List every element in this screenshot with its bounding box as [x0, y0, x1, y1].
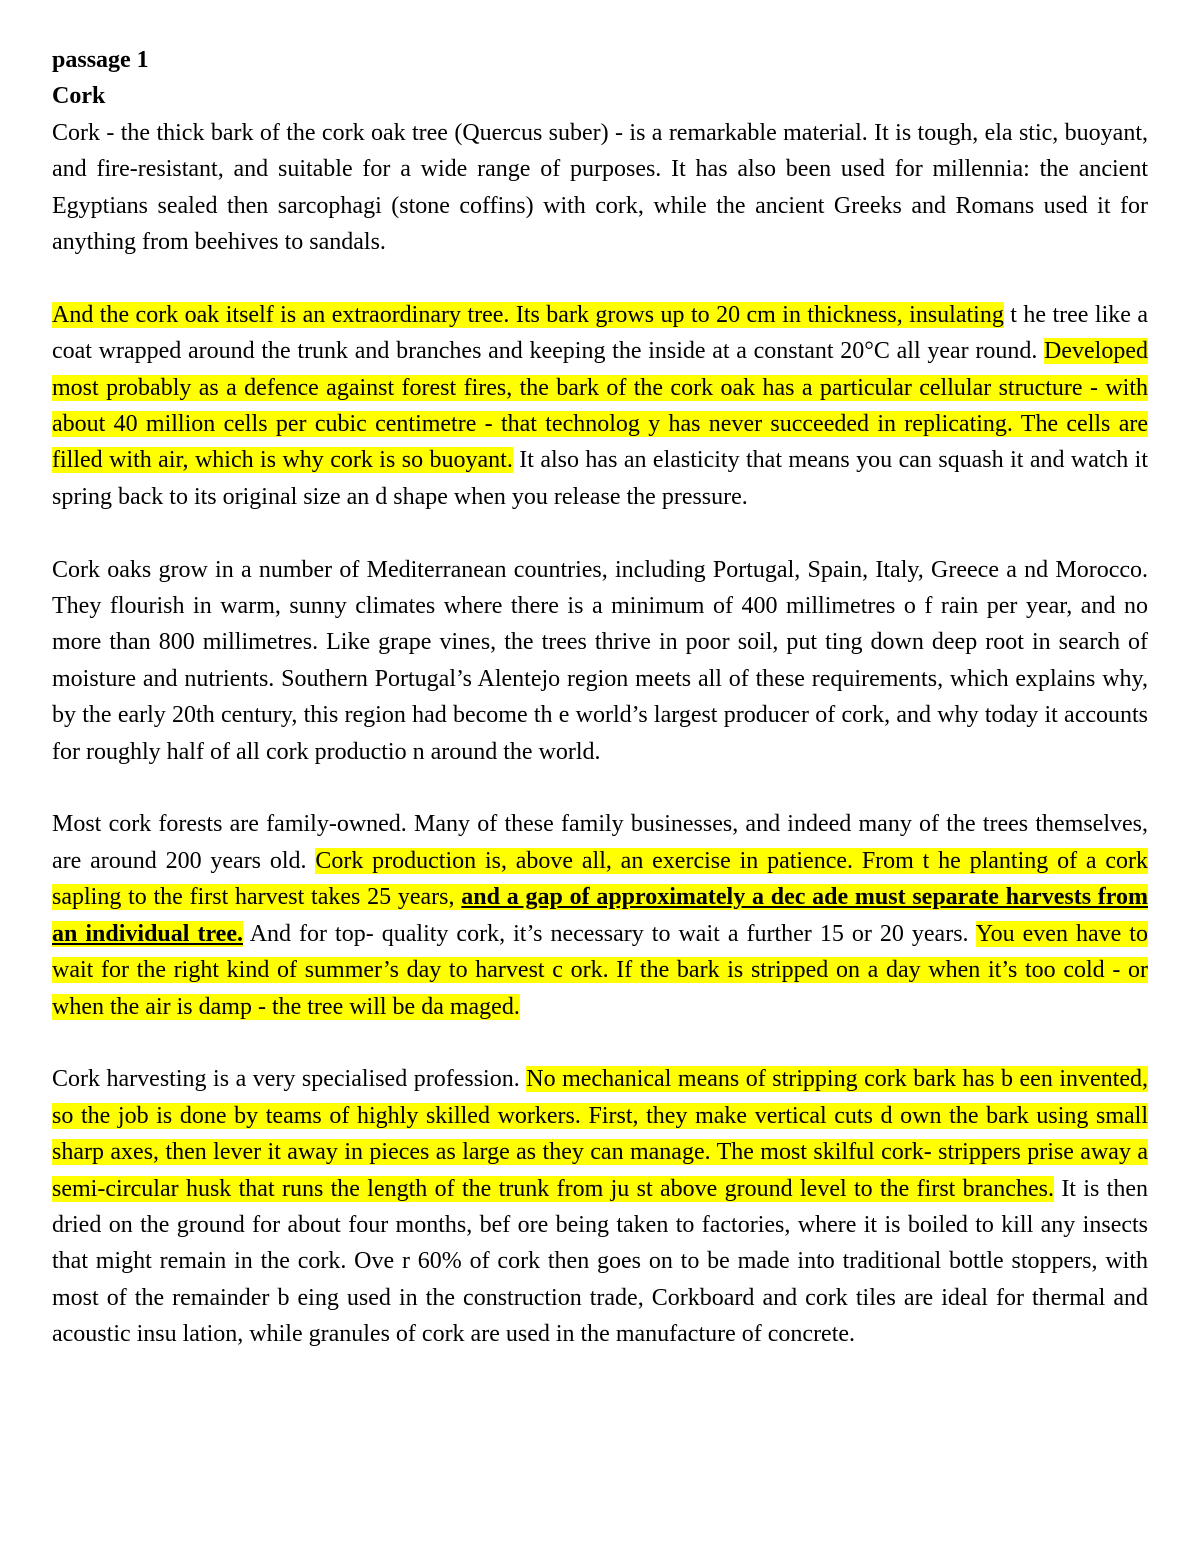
- paragraph-5: [52, 1061, 1148, 1352]
- highlighted-text: And the cork oak itself is an extraordinary tree. Its bark grows up to 20 cm in thickness, insulating: [52, 301, 1004, 328]
- paragraph-1: [52, 115, 1148, 261]
- document-page: [52, 40, 1148, 1389]
- passage-label: passage 1: [52, 47, 149, 73]
- body-text: Cork - the thick bark of the cork oak tree (Quercus suber) - is a remarkable material. It is tough, ela stic, buoyant, and fire-resistant, and suitable for a wide range of purposes. It has also been used for millennia: the ancient Egyptians sealed then sarcophagi (stone coffins) with cork, while the ancient Greeks and Romans used it for anything from beehives to sandals.: [52, 119, 1148, 256]
- highlighted-text: Cork production is, above all, an exercise in patience. From t he planting of a cork sapling to the first harvest takes 25 years,: [52, 847, 1148, 911]
- document-title: Cork: [52, 83, 106, 110]
- body-text: Cork oaks grow in a number of Mediterranean countries, including Portugal, Spain, Italy, Greece a nd Morocco. They flourish in warm, sunny climates where there is a minimum of 400 millimetres o f rain per year, and no more than 800 millimetres. Like grape vines, the trees thrive in poor soil, put ting down deep root in search of moisture and nutrients. Southern Portugal’s Alentejo region meets all of these requirements, which explains why, by the early 20th century, this region had become th e world’s largest producer of cork, and why today it accounts for roughly half of all cork productio n around the world.: [52, 556, 1148, 765]
- body-text: t he tree like a coat wrapped around the trunk and branches and keeping the inside at a constant 20°C all year round.: [52, 301, 1148, 365]
- highlighted-underlined-text: and a gap of approximately a dec ade must separate harvests from an individual tree.: [52, 884, 1148, 947]
- highlighted-text: Developed most probably as a defence against forest fires, the bark of the cork oak has a particular cellular structure - with about 40 million cells per cubic centimetre - that technolog y has never succeeded in replicating. The cells are filled with air, which is why cork is so buoyant.: [52, 338, 1148, 474]
- highlighted-text: No mechanical means of stripping cork bark has b een invented, so the job is done by teams of highly skilled workers. First, they make vertical cuts d own the bark using small sharp axes, then lever it away in pieces as large as they can manage. The most skilful cork- strippers prise away a semi-circular husk that runs the length of the trunk from ju st above ground level to the first branches.: [52, 1066, 1148, 1202]
- body-text: Cork harvesting is a very specialised profession.: [52, 1066, 527, 1093]
- body-text: And for top- quality cork, it’s necessary to wait a further 15 or 20 years.: [242, 920, 976, 947]
- paragraph-2: [52, 297, 1148, 515]
- paragraph-4: [52, 806, 1148, 1024]
- passage-body: [52, 115, 1148, 1353]
- body-text: It is then dried on the ground for about four months, bef ore being taken to factories, where it is boiled to kill any insects that might remain in the cork. Ove r 60% of cork then goes on to be made into traditional bottle stoppers, with most of the remainder b eing used in the construction trade, Corkboard and cork tiles are ideal for thermal and acoustic insu lation, while granules of cork are used in the manufacture of concrete.: [52, 1175, 1148, 1348]
- highlighted-text: You even have to wait for the right kind of summer’s day to harvest c ork. If the bark is stripped on a day when it’s too cold - or when the air is damp - the tree will be da maged.: [52, 920, 1148, 1020]
- body-text: Most cork forests are family-owned. Many of these family businesses, and indeed many of the trees themselves, are around 200 years old.: [52, 811, 1148, 874]
- paragraph-3: [52, 552, 1148, 770]
- body-text: It also has an elasticity that means you can squash it and watch it spring back to its original size an d shape when you release the pressure.: [52, 447, 1148, 510]
